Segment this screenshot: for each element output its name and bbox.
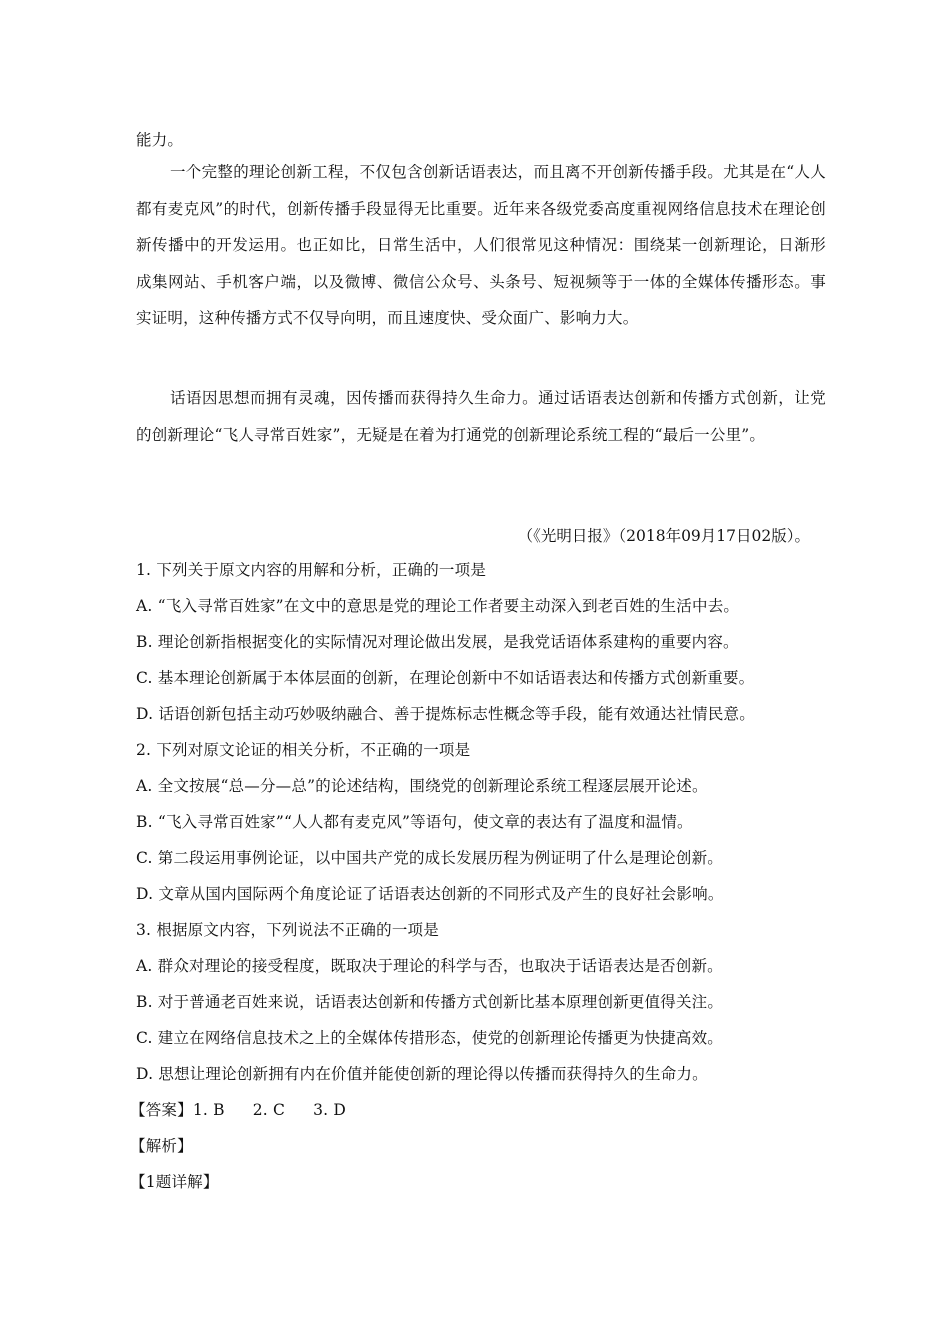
question-3-option-c: C. 建立在网络信息技术之上的全媒体传措形态，使党的创新理论传播更为快捷高效。 bbox=[136, 1029, 723, 1047]
passage-paragraph-0: 能力。 bbox=[136, 131, 184, 149]
detail-label: 【1题详解】 bbox=[130, 1173, 219, 1191]
answer-1: 1. B bbox=[192, 1101, 225, 1119]
question-3-option-a: A. 群众对理论的接受程度，既取决于理论的科学与否，也取决于话语表达是否创新。 bbox=[136, 957, 723, 975]
passage-paragraph-1: 一个完整的理论创新工程，不仅包含创新话语表达，而且离不开创新传播手段。尤其是在“人人都有麦克风”的时代，创新传播手段显得无比重要。近年来各级党委高度重视网络信息技术在理论创新传播中的开发运用。也正如比，日常生活中，人们很常见这种情况：围绕某一创新理论，日渐形成集网站、手机客户端，以及微博、微信公众号、头条号、短视频等于一体的全媒体传播形态。事实证明，这种传播方式不仅导向明，而且速度快、受众面广、影响力大。 bbox=[136, 163, 826, 327]
question-2-stem: 2. 下列对原文论证的相关分析，不正确的一项是 bbox=[136, 741, 471, 759]
question-2-option-d: D. 文章从国内国际两个角度论证了话语表达创新的不同形式及产生的良好社会影响。 bbox=[136, 885, 724, 903]
analysis-label: 【解析】 bbox=[130, 1137, 193, 1155]
answer-3: 3. D bbox=[313, 1101, 347, 1119]
source-citation: （《光明日报》（2018年09月17日02版）。 bbox=[517, 527, 810, 545]
question-2-option-b: B. “飞入寻常百姓家”“人人都有麦克风”等语句，使文章的表达有了温度和温情。 bbox=[136, 813, 693, 831]
question-1-option-a: A. “飞入寻常百姓家”在文中的意思是党的理论工作者要主动深入到老百姓的生活中去。 bbox=[136, 597, 740, 615]
answer-2: 2. C bbox=[252, 1101, 286, 1119]
question-2-option-c: C. 第二段运用事例论证，以中国共产党的成长发展历程为例证明了什么是理论创新。 bbox=[136, 849, 723, 867]
question-2-option-a: A. 全文按展“总—分—总”的论述结构，围绕党的创新理论系统工程逐层展开论述。 bbox=[136, 777, 708, 795]
question-1-option-c: C. 基本理论创新属于本体层面的创新，在理论创新中不如话语表达和传播方式创新重要。 bbox=[136, 669, 755, 687]
answer-label: 【答案】 bbox=[130, 1101, 193, 1119]
question-3-option-d: D. 思想让理论创新拥有内在价值并能使创新的理论得以传播而获得持久的生命力。 bbox=[136, 1065, 708, 1083]
question-3-option-b: B. 对于普通老百姓来说，话语表达创新和传播方式创新比基本原理创新更值得关注。 bbox=[136, 993, 724, 1011]
question-1-stem: 1. 下列关于原文内容的用解和分析，正确的一项是 bbox=[136, 561, 487, 579]
passage-paragraph-2: 话语因思想而拥有灵魂，因传播而获得持久生命力。通过话语表达创新和传播方式创新，让党的创新理论“飞人寻常百姓家”，无疑是在着为打通党的创新理论系统工程的“最后一公里”。 bbox=[136, 389, 826, 444]
question-1-option-b: B. 理论创新指根据变化的实际情况对理论做出发展，是我党话语体系建构的重要内容。 bbox=[136, 633, 739, 651]
question-1-option-d: D. 话语创新包括主动巧妙吸纳融合、善于提炼标志性概念等手段，能有效通达社情民意。 bbox=[136, 705, 755, 723]
question-3-stem: 3. 根据原文内容，下列说法不正确的一项是 bbox=[136, 921, 439, 939]
answer-line bbox=[130, 1100, 346, 1120]
